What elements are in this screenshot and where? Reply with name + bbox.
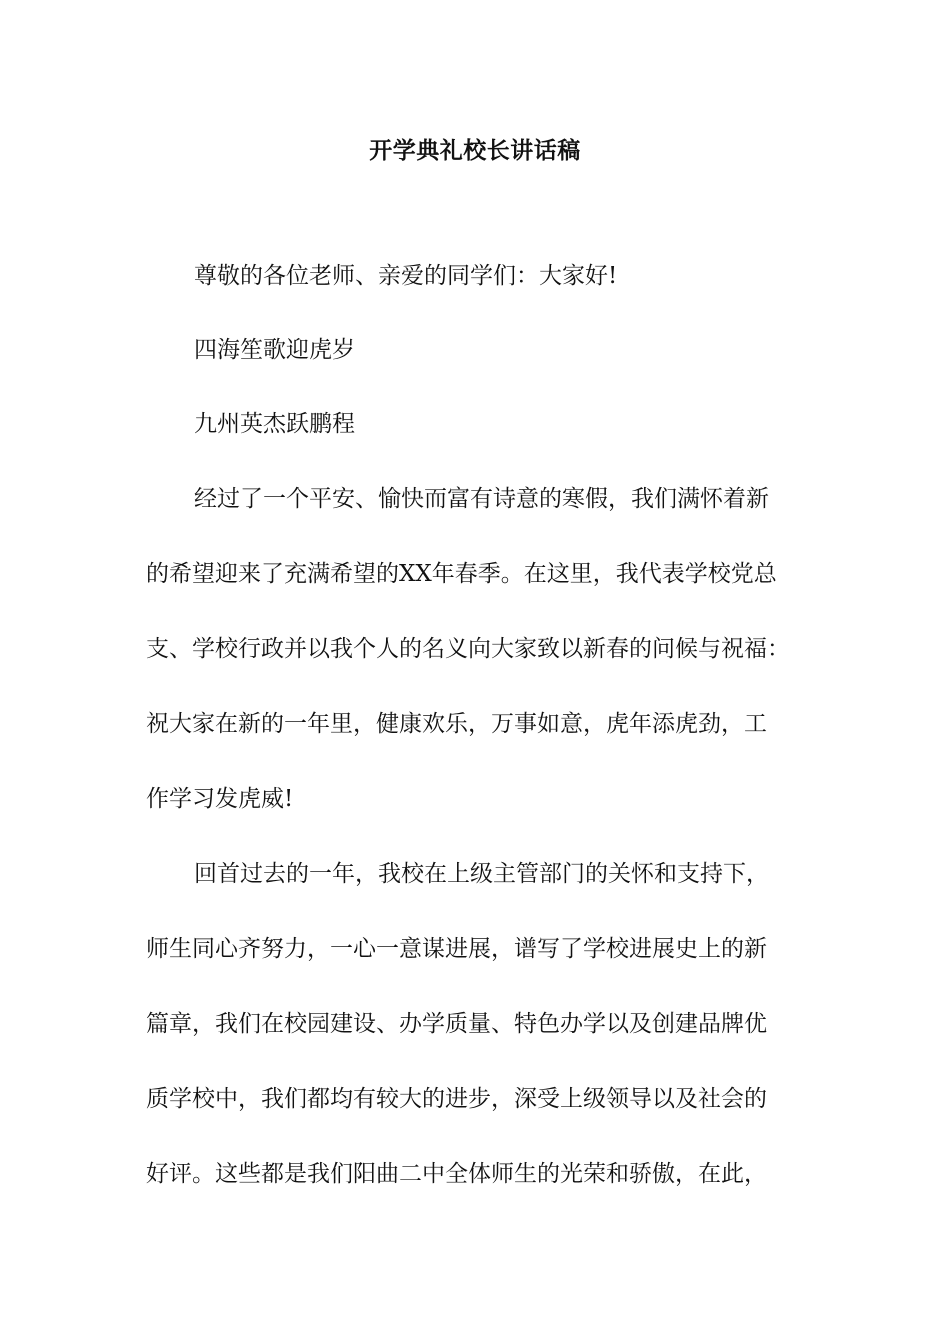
paragraph-2-line-4: 质学校中，我们都均有较大的进步，深受上级领导以及社会的	[146, 1086, 767, 1112]
paragraph-1-line-3: 支、学校行政并以我个人的名义向大家致以新春的问候与祝福：	[146, 636, 790, 662]
paragraph-2-line-5: 好评。这些都是我们阳曲二中全体师生的光荣和骄傲，在此，	[146, 1161, 767, 1187]
couplet-line-1: 四海笙歌迎虎岁	[194, 337, 355, 363]
document-title: 开学典礼校长讲话稿	[369, 137, 581, 164]
paragraph-1-line-2: 的希望迎来了充满希望的XX年春季。在这里，我代表学校党总	[146, 561, 777, 587]
paragraph-2-line-2: 师生同心齐努力，一心一意谋进展，谱写了学校进展史上的新	[146, 936, 767, 962]
paragraph-1-line-4: 祝大家在新的一年里，健康欢乐，万事如意，虎年添虎劲，工	[146, 711, 767, 737]
greeting-line: 尊敬的各位老师、亲爱的同学们：大家好!	[194, 263, 618, 289]
paragraph-1-line-5: 作学习发虎威!	[146, 786, 294, 812]
paragraph-1-line-1: 经过了一个平安、愉快而富有诗意的寒假，我们满怀着新	[194, 486, 769, 512]
paragraph-2-line-1: 回首过去的一年，我校在上级主管部门的关怀和支持下，	[194, 861, 769, 887]
paragraph-2-line-3: 篇章，我们在校园建设、办学质量、特色办学以及创建品牌优	[146, 1011, 767, 1037]
couplet-line-2: 九州英杰跃鹏程	[194, 411, 355, 437]
